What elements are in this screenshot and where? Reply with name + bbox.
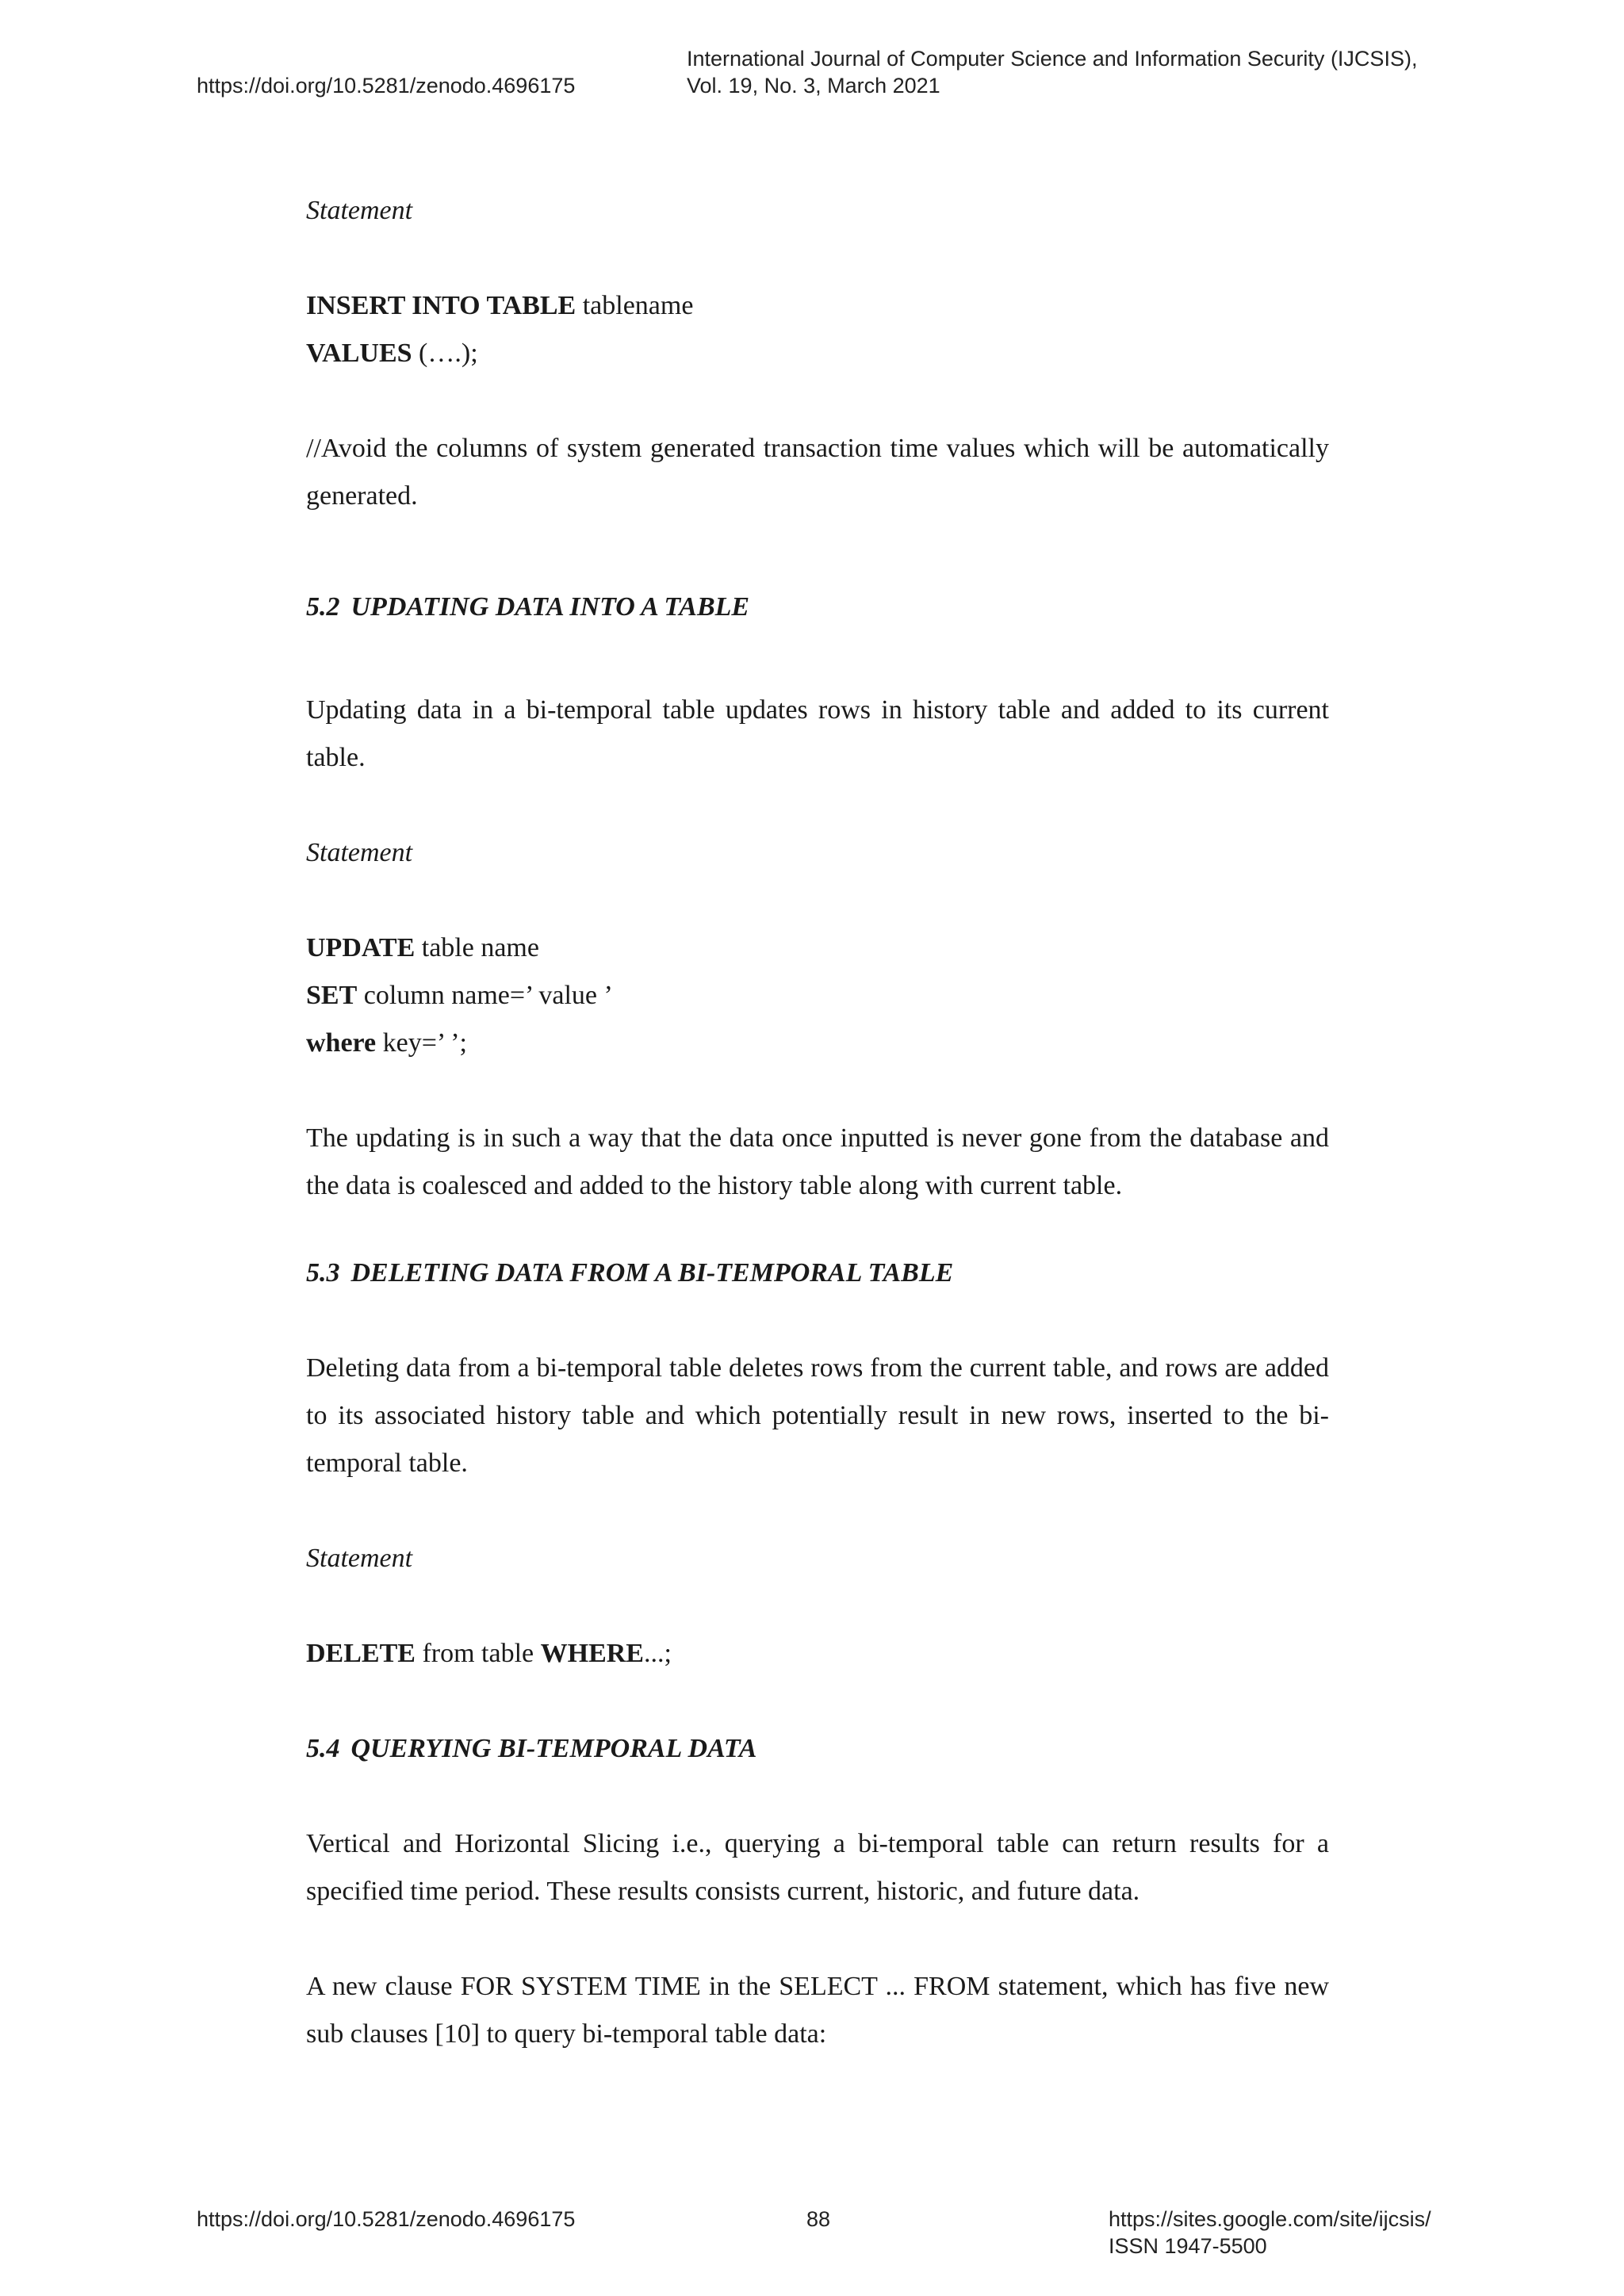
page-number: 88: [806, 2207, 831, 2231]
values-statement-line: [306, 330, 1329, 377]
update-statement-line: [306, 924, 1329, 972]
section-5-2-heading: [306, 584, 1329, 631]
updating-paragraph: Updating data in a bi-temporal table updates rows in history table and added to its current table.: [306, 695, 1329, 772]
querying-paragraph: Vertical and Horizontal Slicing i.e., querying a bi-temporal table can return results for a specified time period. These results consists current, historic, and future data.: [306, 1829, 1329, 1906]
set-keyword: SET: [306, 981, 358, 1010]
update-table-name: table name: [415, 933, 539, 962]
footer-issn: ISSN 1947-5500: [1109, 2234, 1267, 2258]
insert-table-name: tablename: [576, 291, 694, 320]
update-keyword: UPDATE: [306, 933, 416, 962]
insert-keyword: INSERT INTO TABLE: [306, 291, 576, 320]
footer-site: https://sites.google.com/site/ijcsis/: [1109, 2207, 1431, 2231]
section-5-3-title: DELETING DATA FROM A BI-TEMPORAL TABLE: [350, 1258, 954, 1288]
values-args: (….);: [412, 339, 478, 368]
section-5-2-number: 5.2: [306, 592, 340, 622]
section-5-4-heading: [306, 1725, 1329, 1773]
section-5-3-number: 5.3: [306, 1258, 340, 1288]
statement-label-1: Statement: [306, 196, 413, 225]
statement-label-2: Statement: [306, 838, 413, 867]
clause-paragraph: A new clause FOR SYSTEM TIME in the SELECT ... FROM statement, which has five new sub clauses [10] to query bi-temporal table data:: [306, 1972, 1329, 2049]
section-5-2-title: UPDATING DATA INTO A TABLE: [350, 592, 750, 622]
updating-explanation: The updating is in such a way that the data once inputted is never gone from the database and the data is coalesced and added to the history table along with current table.: [306, 1123, 1329, 1200]
delete-keyword: DELETE: [306, 1639, 416, 1668]
deleting-paragraph: Deleting data from a bi-temporal table deletes rows from the current table, and rows are added to its associated history table and which potentially result in new rows, inserted to the bi-temporal table.: [306, 1353, 1329, 1478]
values-keyword: VALUES: [306, 339, 412, 368]
header-journal-line2: Vol. 19, No. 3, March 2021: [687, 74, 940, 98]
header-journal: [687, 45, 1417, 99]
set-statement-line: [306, 972, 1329, 1020]
header-doi: https://doi.org/10.5281/zenodo.4696175: [197, 74, 576, 98]
where-statement-line: [306, 1020, 1329, 1067]
where-keyword: where: [306, 1028, 377, 1058]
insert-statement-line: [306, 282, 1329, 330]
footer-right: [1109, 2206, 1431, 2260]
footer-doi: https://doi.org/10.5281/zenodo.4696175: [197, 2207, 576, 2231]
delete-condition: ...;: [643, 1639, 672, 1668]
where-key: key=’ ’;: [376, 1028, 467, 1058]
delete-from-table: from table: [415, 1639, 541, 1668]
avoid-columns-note: //Avoid the columns of system generated transaction time values which will be automatically generated.: [306, 434, 1329, 511]
statement-label-3: Statement: [306, 1544, 413, 1573]
header-journal-line1: International Journal of Computer Science and Information Security (IJCSIS),: [687, 47, 1418, 71]
section-5-4-number: 5.4: [306, 1734, 340, 1763]
set-column-value: column name=’ value ’: [357, 981, 613, 1010]
delete-where-keyword: WHERE: [540, 1639, 644, 1668]
section-5-4-title: QUERYING BI-TEMPORAL DATA: [350, 1734, 757, 1763]
section-5-3-heading: [306, 1249, 1329, 1297]
delete-statement-line: [306, 1630, 1329, 1678]
